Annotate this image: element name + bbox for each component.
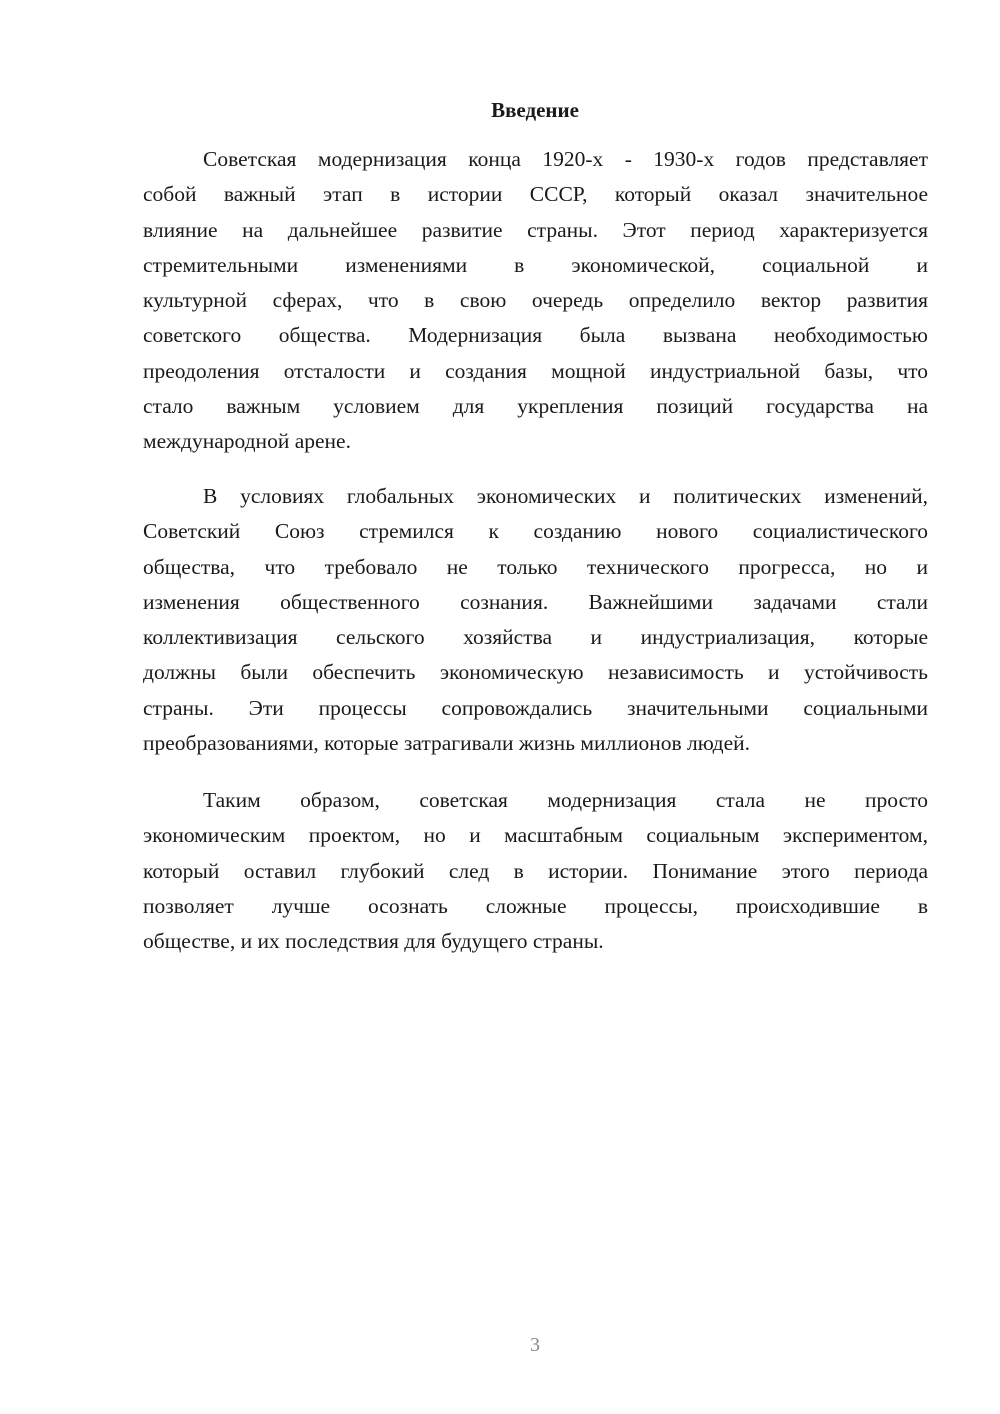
text-line: стремительными изменениями в экономической, социальной и bbox=[143, 252, 928, 277]
text-line: советского общества. Модернизация была вызвана необходимостью bbox=[143, 323, 928, 348]
section-title: Введение bbox=[491, 98, 579, 122]
text-line: коллективизация сельского хозяйства и индустриализация, которые bbox=[143, 625, 928, 650]
text-line: стало важным условием для укрепления позиций государства на bbox=[143, 394, 928, 419]
text-line: общества, что требовало не только технического прогресса, но и bbox=[143, 554, 928, 579]
text-line: Советский Союз стремился к созданию нового социалистического bbox=[143, 519, 928, 544]
text-line: экономическим проектом, но и масштабным социальным экспериментом, bbox=[143, 823, 928, 848]
text-line: Таким образом, советская модернизация стала не просто bbox=[203, 788, 928, 812]
text-line: собой важный этап в истории СССР, который оказал значительное bbox=[143, 182, 928, 207]
text-line: страны. Эти процессы сопровождались значительными социальными bbox=[143, 695, 928, 720]
text-line: международной арене. bbox=[143, 429, 351, 454]
text-line: преодоления отсталости и создания мощной индустриальной базы, что bbox=[143, 358, 928, 383]
text-line: культурной сферах, что в свою очередь определило вектор развития bbox=[143, 288, 928, 313]
text-line: изменения общественного сознания. Важнейшими задачами стали bbox=[143, 589, 928, 614]
text-line: обществе, и их последствия для будущего страны. bbox=[143, 929, 604, 954]
paragraph-3 bbox=[143, 783, 928, 959]
text-line: преобразованиями, которые затрагивали жизнь миллионов людей. bbox=[143, 731, 751, 756]
text-line: позволяет лучше осознать сложные процессы, происходившие в bbox=[143, 893, 928, 918]
paragraph-1 bbox=[143, 142, 928, 460]
text-line: должны были обеспечить экономическую независимость и устойчивость bbox=[143, 660, 928, 685]
text-line: влияние на дальнейшее развитие страны. Этот период характеризуется bbox=[143, 217, 928, 242]
text-line: Советская модернизация конца 1920-х - 1930-х годов представляет bbox=[203, 147, 928, 171]
paragraph-2 bbox=[143, 479, 928, 761]
page-number: 3 bbox=[530, 1334, 540, 1356]
text-line: В условиях глобальных экономических и политических изменений, bbox=[203, 484, 928, 508]
text-line: который оставил глубокий след в истории. Понимание этого периода bbox=[143, 858, 928, 883]
